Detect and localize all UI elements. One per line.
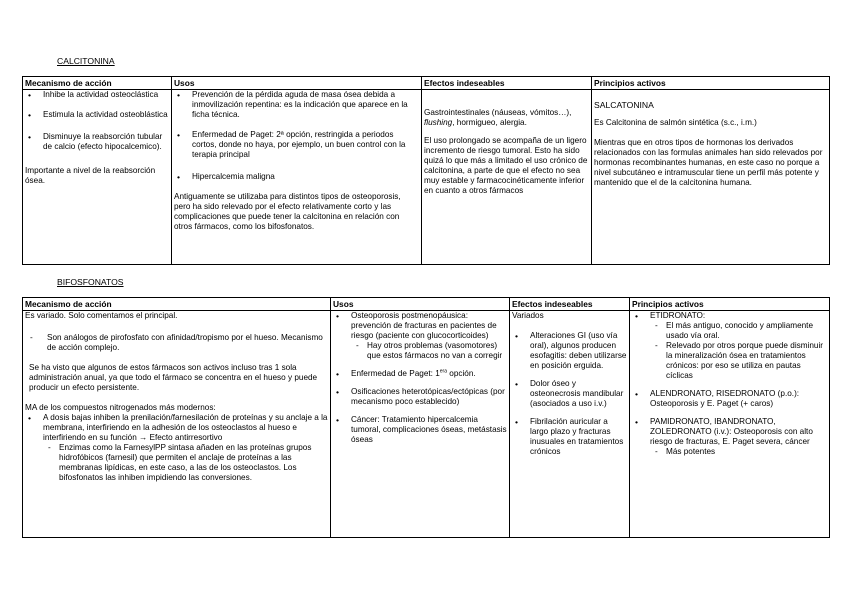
list-item: • Osificaciones heterotópicas/ectópicas (por mecanismo poco establecido): [333, 387, 507, 407]
mecanismo-cell: [23, 311, 331, 538]
efectos-paragraph: Gastrointestinales (náuseas, vómitos…), flushing, hormigueo, alergia.: [424, 108, 572, 127]
col-header: Principios activos: [592, 77, 830, 90]
list-item: • Dolor óseo y osteonecrosis mandibular (asociados a uso i.v.): [512, 379, 627, 409]
list-item: • Disminuye la reabsorción tubular de calcio (efecto hipocalcemico).: [25, 132, 169, 152]
list-item: • Enfermedad de Paget: 2ª opción, restringida a periodos cortos, donde no haya, por ejemplo, un buen control con la terapia principal: [174, 130, 419, 160]
list-item: • ETIDRONATO: - El más antiguo, conocido y ampliamente usado vía oral. - Relevado por otros porque puede disminuir la mineralización ósea en tratamientos crónicos: por eso se utiliza en pautas cíclicas: [632, 311, 827, 381]
list-item: • Osteoporosis postmenopáusica: prevención de fracturas en pacientes de riesgo (paciente con glucocorticoides) - Hay otros problemas (vasomotores) que estos fármacos no van a corregir: [333, 311, 507, 361]
col-header: Efectos indeseables: [422, 77, 592, 90]
list-item: • Cáncer: Tratamiento hipercalcemia tumoral, complicaciones óseas, metástasis óseas: [333, 415, 507, 445]
col-header: Principios activos: [630, 298, 830, 311]
mecanismo-note: Importante a nivel de la reabsorción ósea.: [25, 166, 156, 185]
mecanismo-paragraph: Se ha visto que algunos de estos fármacos son activos incluso tras 1 sola administración anual, ya que todo el fármaco se concentra en el hueso y puede producir un efecto persistente.: [29, 363, 318, 392]
calcitonina-title: CALCITONINA: [57, 56, 115, 66]
bifosfonatos-title: BIFOSFONATOS: [57, 277, 124, 287]
mecanismo-intro: Es variado. Solo comentamos el principal.: [25, 311, 178, 320]
table-header-row: [23, 298, 830, 311]
drug-name: SALCATONINA: [594, 100, 654, 110]
col-header: Mecanismo de acción: [23, 77, 172, 90]
list-item: • Prevención de la pérdida aguda de masa ósea debida a inmovilización repentina: es la indicación que aparece en la ficha técnica.: [174, 90, 419, 120]
usos-cell: [331, 311, 510, 538]
principios-paragraph: Mientras que en otros tipos de hormonas los derivados relacionados con las formulas animales han sido relevados por hormonas recombinantes humanas, en este caso no porque a nivel subcutáneo e intramuscular tiene un perfil más potente y mantenido que el de la calcitonina humana.: [594, 138, 823, 188]
table-header-row: [23, 77, 830, 90]
list-item: • A dosis bajas inhiben la prenilación/farnesilación de proteínas y su anclaje a la membrana, interfiriendo en la adhesión de los osteoclastos al hueso e interfiriendo en su función → Efecto antirresortivo: [25, 413, 328, 443]
list-item: • Estimula la actividad osteoblástica: [25, 110, 169, 120]
table-row: [23, 90, 830, 265]
efectos-cell: [422, 90, 592, 265]
table-row: [23, 311, 830, 538]
usos-note: Antiguamente se utilizaba para distintos tipos de osteoporosis, pero ha sido relevado por el efecto relativamente corto y las complicaciones que puede tener la calcitonina en relación con otros fármacos, como los bifosfonatos.: [174, 192, 401, 231]
list-item: • PAMIDRONATO, IBANDRONATO, ZOLEDRONATO (i.v.): Osteoporosis con alto riesgo de fracturas, E. Paget severa, cáncer - Más potentes: [632, 417, 827, 457]
list-item: • Enfermedad de Paget: $1^{era}$ opción.: [333, 369, 507, 379]
efectos-cell: [510, 311, 630, 538]
list-item: - Enzimas como la FarnesylPP sintasa añaden en las proteínas grupos hidrofóbicos (farnesil) que permiten el anclaje de proteínas a las membranas lipídicas, en este caso, a las de los osteoclastos. Los bifosfonatos las inhiben impidiendo las conversiones.: [43, 443, 328, 483]
list-item: • Fibrilación auricular a largo plazo y fracturas inusuales en tratamientos crónicos: [512, 417, 627, 457]
col-header: Mecanismo de acción: [23, 298, 331, 311]
col-header: Usos: [172, 77, 422, 90]
principios-cell: [592, 90, 830, 265]
list-item: - Son análogos de pirofosfato con afinidad/tropismo por el hueso. Mecanismo de acción complejo.: [25, 333, 328, 353]
list-item: • Inhibe la actividad osteoclástica: [25, 90, 169, 100]
col-header: Usos: [331, 298, 510, 311]
efectos-intro: Variados: [512, 311, 544, 320]
calcitonina-table: [22, 76, 830, 265]
bifosfonatos-table: [22, 297, 830, 538]
col-header: Efectos indeseables: [510, 298, 630, 311]
sub-item: - El más antiguo, conocido y ampliamente usado vía oral.: [650, 321, 827, 341]
principios-paragraph: Es Calcitonina de salmón sintética (s.c., i.m.): [594, 118, 757, 128]
sub-item: - Hay otros problemas (vasomotores) que estos fármacos no van a corregir: [351, 341, 507, 361]
ma-title: MA de los compuestos nitrogenados más modernos:: [25, 403, 216, 412]
list-item: • ALENDRONATO, RISEDRONATO (p.o.): Osteoporosis y E. Paget (+ caros): [632, 389, 827, 409]
sub-item: - Más potentes: [650, 447, 827, 457]
list-item: • Hipercalcemia maligna: [174, 172, 419, 182]
sub-item: - Relevado por otros porque puede disminuir la mineralización ósea en tratamientos crónicos: por eso se utiliza en pautas cíclicas: [650, 341, 827, 381]
principios-cell: [630, 311, 830, 538]
list-item: • Alteraciones GI (uso vía oral), algunos producen esofagitis: deben utilizarse en posición erguida.: [512, 331, 627, 371]
efectos-paragraph: El uso prolongado se acompaña de un ligero incremento de riesgo tumoral. Esto ha sido quizá lo que más a limitado el uso crónico de calcitonina, a parte de que el efecto no sea muy estable y farmacocinéticamente inferior en cuanto a otros fármacos: [424, 136, 588, 195]
usos-cell: [172, 90, 422, 265]
mecanismo-cell: [23, 90, 172, 265]
